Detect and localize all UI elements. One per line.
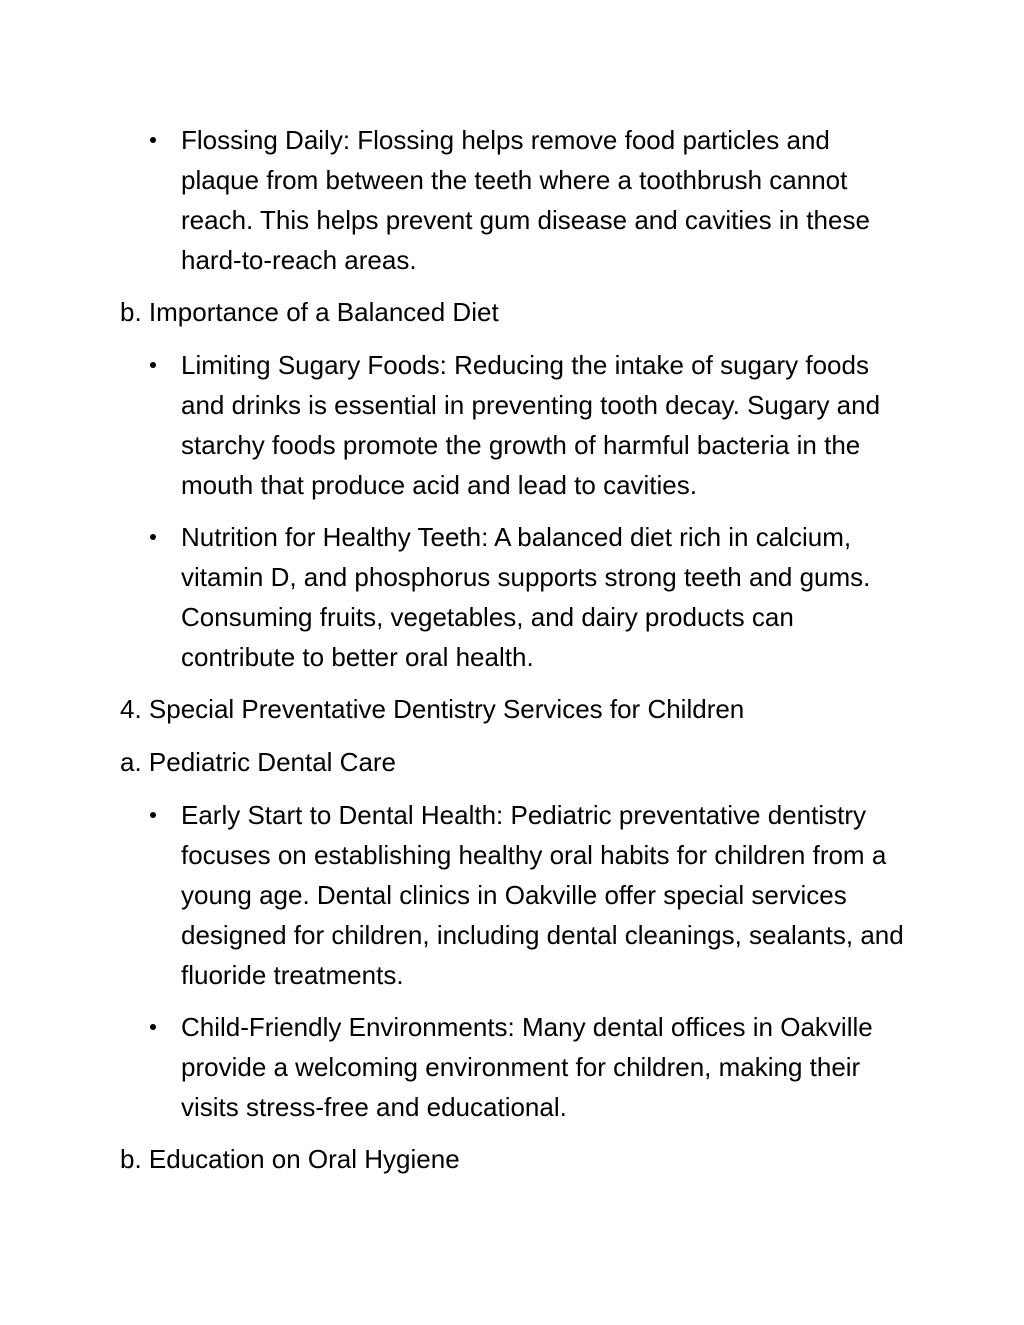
section-heading-pediatric-care: a. Pediatric Dental Care: [120, 747, 397, 777]
bullet-dot-icon: [150, 812, 156, 818]
bullet-text: Nutrition for Healthy Teeth: A balanced diet rich in calcium, vitamin D, and phosphorus supports strong teeth and gums. Consuming fruits, vegetables, and dairy products can contribute to better oral health.: [181, 522, 871, 672]
bullet-text: Child-Friendly Environments: Many dental offices in Oakville provide a welcoming environment for children, making their visits stress-free and educational.: [181, 1012, 873, 1122]
section-heading-oral-hygiene-education: b. Education on Oral Hygiene: [120, 1144, 460, 1174]
bullet-text: Flossing Daily: Flossing helps remove food particles and plaque from between the teeth where a toothbrush cannot reach. This helps prevent gum disease and cavities in these hard-to-reach areas.: [181, 125, 870, 275]
bullet-dot-icon: [150, 1024, 156, 1030]
section-heading-children-services: 4. Special Preventative Dentistry Services for Children: [120, 694, 745, 724]
bullet-dot-icon: [150, 137, 156, 143]
bullet-text: Early Start to Dental Health: Pediatric preventative dentistry focuses on establishing healthy oral habits for children from a young age. Dental clinics in Oakville offer special services designed for children, including dental cleanings, sealants, and fluoride treatments.: [181, 800, 904, 990]
bullet-text: Limiting Sugary Foods: Reducing the intake of sugary foods and drinks is essential in preventing tooth decay. Sugary and starchy foods promote the growth of harmful bacteria in the mouth that produce acid and lead to cavities.: [181, 350, 881, 500]
section-heading-balanced-diet: b. Importance of a Balanced Diet: [120, 297, 499, 327]
bullet-dot-icon: [150, 362, 156, 368]
bullet-dot-icon: [150, 534, 156, 540]
